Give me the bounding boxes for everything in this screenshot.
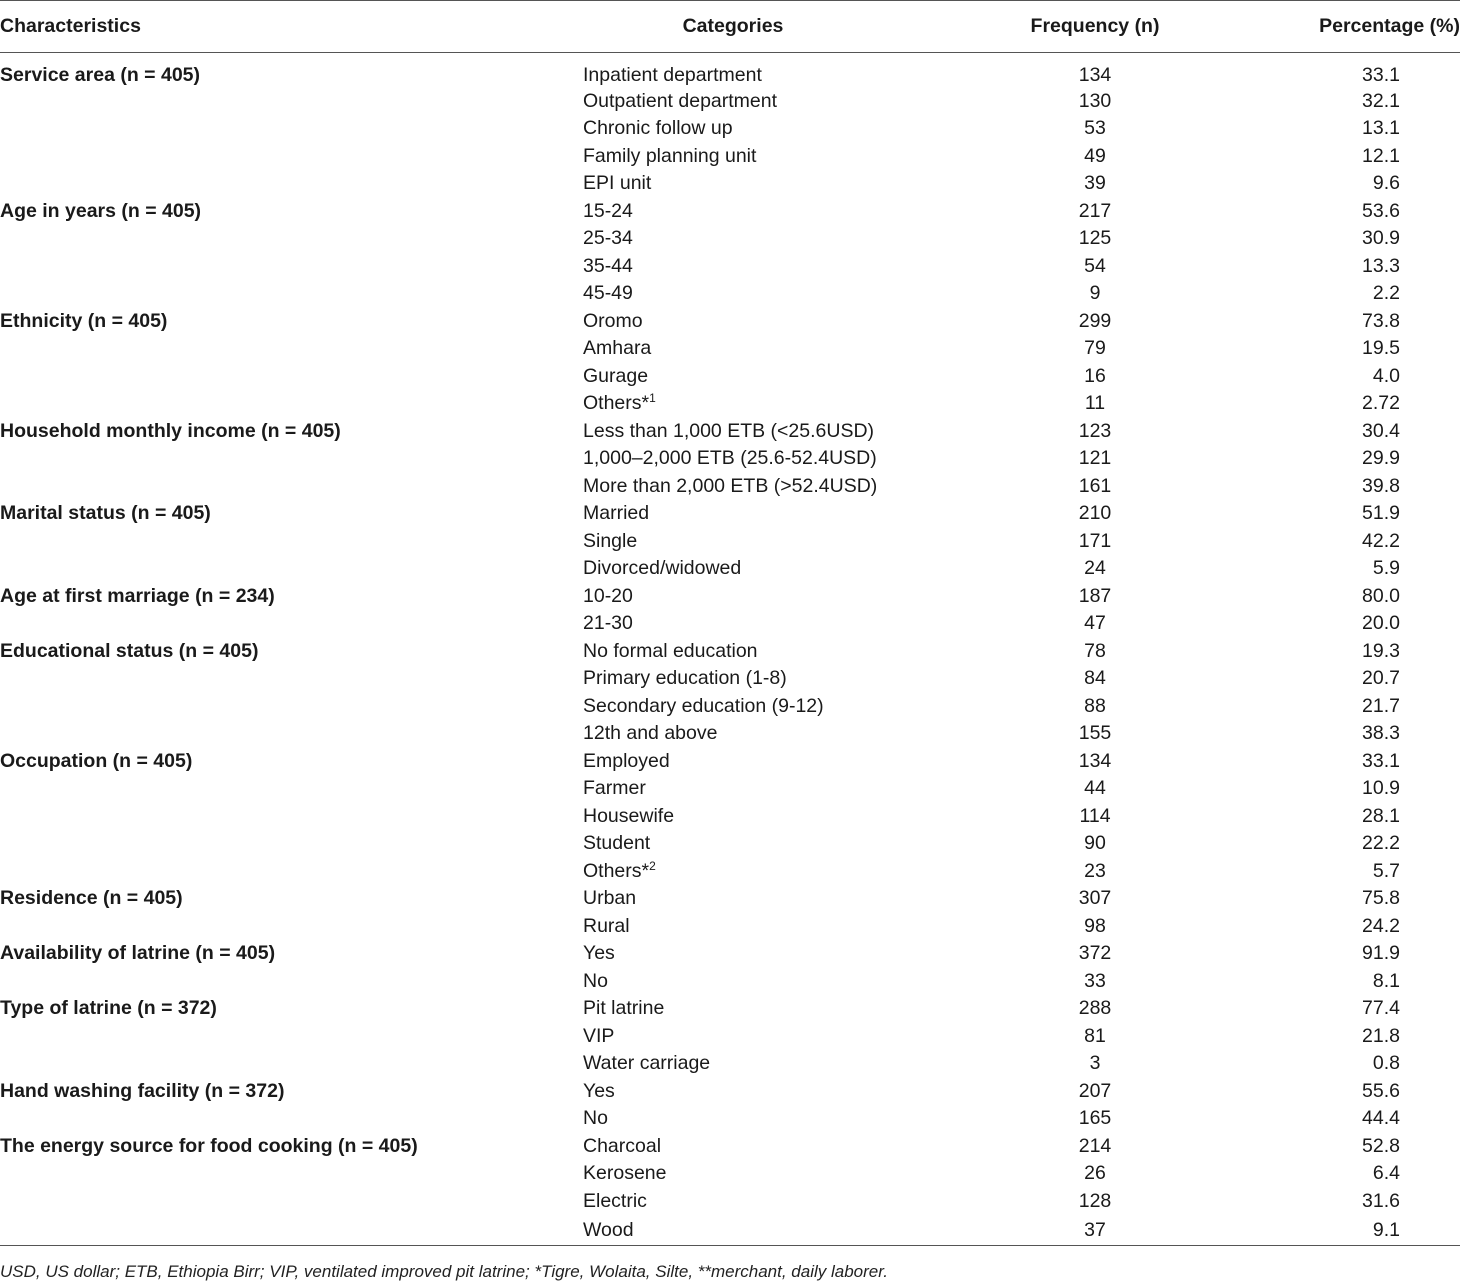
category-text: More than 2,000 ETB (>52.4USD) bbox=[583, 474, 878, 497]
table-row bbox=[0, 638, 1460, 666]
characteristic-label bbox=[0, 1023, 583, 1051]
category-text: Divorced/widowed bbox=[583, 557, 742, 580]
category-text: Inpatient department bbox=[583, 63, 762, 86]
category-text: 10-20 bbox=[583, 584, 633, 607]
frequency-cell: 217 bbox=[1078, 199, 1112, 222]
percentage-cell: 12.1 bbox=[1362, 144, 1400, 167]
percentage-cell: 51.9 bbox=[1362, 502, 1400, 525]
category-cell bbox=[583, 88, 883, 116]
table-row bbox=[0, 1023, 1460, 1051]
percentage-cell: 42.2 bbox=[1362, 529, 1400, 552]
frequency-cell: 121 bbox=[1078, 447, 1112, 470]
category-cell bbox=[583, 473, 883, 501]
frequency-cell: 155 bbox=[1078, 722, 1112, 745]
percentage-cell: 80.0 bbox=[1362, 584, 1400, 607]
table-row bbox=[0, 500, 1460, 528]
characteristic-label bbox=[0, 665, 583, 693]
category-cell bbox=[583, 775, 883, 803]
category-text: 35-44 bbox=[583, 254, 633, 277]
frequency-cell: 3 bbox=[1089, 1052, 1101, 1075]
characteristic-label: Service area (n = 405) bbox=[0, 63, 201, 86]
frequency-cell: 207 bbox=[1078, 1079, 1112, 1102]
table-row bbox=[0, 1105, 1460, 1133]
percentage-cell: 75.8 bbox=[1362, 887, 1400, 910]
percentage-cell: 24.2 bbox=[1362, 914, 1400, 937]
percentage-cell: 8.1 bbox=[1372, 969, 1400, 992]
percentage-cell: 73.8 bbox=[1362, 309, 1400, 332]
frequency-cell: 210 bbox=[1078, 502, 1112, 525]
frequency-cell: 288 bbox=[1078, 997, 1112, 1020]
characteristic-label bbox=[0, 143, 583, 171]
characteristic-label bbox=[0, 473, 583, 501]
category-cell bbox=[583, 995, 883, 1023]
percentage-cell: 10.9 bbox=[1362, 777, 1400, 800]
characteristic-label bbox=[0, 225, 583, 253]
percentage-cell: 21.8 bbox=[1362, 1024, 1400, 1047]
table-row bbox=[0, 995, 1460, 1023]
frequency-cell: 9 bbox=[1089, 282, 1101, 305]
table-row bbox=[0, 1188, 1460, 1216]
frequency-cell: 171 bbox=[1078, 529, 1112, 552]
characteristic-label bbox=[0, 555, 583, 583]
category-text: Yes bbox=[583, 1079, 615, 1102]
category-text: 1,000–2,000 ETB (25.6-52.4USD) bbox=[583, 447, 877, 470]
category-cell bbox=[583, 143, 883, 171]
characteristic-label bbox=[0, 88, 583, 116]
frequency-cell: 134 bbox=[1078, 63, 1112, 86]
table-row bbox=[0, 1133, 1460, 1161]
table-row bbox=[0, 1215, 1460, 1245]
frequency-cell: 23 bbox=[1084, 859, 1106, 882]
category-cell bbox=[583, 280, 883, 308]
frequency-cell: 165 bbox=[1078, 1107, 1112, 1130]
category-cell bbox=[583, 335, 883, 363]
table-row bbox=[0, 720, 1460, 748]
category-cell bbox=[583, 1023, 883, 1051]
percentage-cell: 38.3 bbox=[1362, 722, 1400, 745]
category-text: Rural bbox=[583, 914, 630, 937]
characteristic-label: Age at first marriage (n = 234) bbox=[0, 584, 275, 607]
table-header bbox=[0, 1, 1460, 53]
percentage-cell: 31.6 bbox=[1362, 1189, 1400, 1212]
category-text: Student bbox=[583, 832, 651, 855]
table-row bbox=[0, 610, 1460, 638]
percentage-cell: 53.6 bbox=[1362, 199, 1400, 222]
characteristic-label bbox=[0, 1105, 583, 1133]
percentage-cell: 44.4 bbox=[1362, 1107, 1400, 1130]
category-text: No bbox=[583, 1107, 608, 1130]
table-row bbox=[0, 88, 1460, 116]
characteristic-label bbox=[0, 445, 583, 473]
frequency-cell: 134 bbox=[1078, 749, 1112, 772]
table-row bbox=[0, 473, 1460, 501]
category-text: Married bbox=[583, 502, 650, 525]
category-cell bbox=[583, 885, 883, 913]
category-cell bbox=[583, 830, 883, 858]
category-cell bbox=[583, 638, 883, 666]
category-cell bbox=[583, 665, 883, 693]
frequency-cell: 81 bbox=[1084, 1024, 1106, 1047]
characteristic-label bbox=[0, 390, 583, 418]
frequency-cell: 49 bbox=[1084, 144, 1106, 167]
frequency-cell: 299 bbox=[1078, 309, 1112, 332]
category-cell bbox=[583, 198, 883, 226]
table-row bbox=[0, 555, 1460, 583]
footnote-marker: 1 bbox=[649, 391, 656, 406]
percentage-cell: 77.4 bbox=[1362, 997, 1400, 1020]
category-text: VIP bbox=[583, 1024, 615, 1047]
category-cell bbox=[583, 583, 883, 611]
category-cell bbox=[583, 1050, 883, 1078]
table-row bbox=[0, 115, 1460, 143]
category-text: No formal education bbox=[583, 639, 758, 662]
table-row bbox=[0, 170, 1460, 198]
header-categories: Categories bbox=[682, 15, 784, 37]
characteristic-label bbox=[0, 1188, 583, 1216]
characteristic-label bbox=[0, 830, 583, 858]
frequency-cell: 214 bbox=[1078, 1134, 1112, 1157]
frequency-cell: 37 bbox=[1084, 1218, 1106, 1241]
category-cell bbox=[583, 363, 883, 391]
frequency-cell: 372 bbox=[1078, 942, 1112, 965]
category-text: Gurage bbox=[583, 364, 649, 387]
percentage-cell: 20.0 bbox=[1362, 612, 1400, 635]
header-row bbox=[0, 1, 1460, 53]
category-text: Others* bbox=[583, 392, 650, 415]
percentage-cell: 21.7 bbox=[1362, 694, 1400, 717]
category-cell bbox=[583, 748, 883, 776]
frequency-cell: 47 bbox=[1084, 612, 1106, 635]
table-row bbox=[0, 693, 1460, 721]
category-text: Outpatient department bbox=[583, 89, 778, 112]
category-text: 45-49 bbox=[583, 282, 633, 305]
percentage-cell: 2.2 bbox=[1372, 282, 1400, 305]
characteristic-label bbox=[0, 720, 583, 748]
percentage-cell: 32.1 bbox=[1362, 89, 1400, 112]
table-row bbox=[0, 280, 1460, 308]
table-row bbox=[0, 665, 1460, 693]
characteristic-label bbox=[0, 115, 583, 143]
table-footnote: USD, US dollar; ETB, Ethiopia Birr; VIP, ventilated improved pit latrine; *Tigre, Wolaita, Silte, **merchant, daily laborer. bbox=[0, 1262, 889, 1281]
table-row bbox=[0, 363, 1460, 391]
frequency-cell: 187 bbox=[1078, 584, 1112, 607]
characteristic-label bbox=[0, 775, 583, 803]
table-row bbox=[0, 528, 1460, 556]
category-cell bbox=[583, 500, 883, 528]
percentage-cell: 2.72 bbox=[1362, 392, 1400, 415]
category-cell bbox=[583, 913, 883, 941]
characteristic-label bbox=[0, 363, 583, 391]
table-row bbox=[0, 335, 1460, 363]
table-row bbox=[0, 913, 1460, 941]
frequency-cell: 130 bbox=[1078, 89, 1112, 112]
category-cell bbox=[583, 253, 883, 281]
category-text: Urban bbox=[583, 887, 637, 910]
characteristic-label bbox=[0, 968, 583, 996]
header-frequency: Frequency (n) bbox=[1030, 15, 1160, 37]
characteristic-label: Marital status (n = 405) bbox=[0, 502, 211, 525]
characteristic-label bbox=[0, 1050, 583, 1078]
percentage-cell: 39.8 bbox=[1362, 474, 1400, 497]
frequency-cell: 84 bbox=[1084, 667, 1106, 690]
table-row bbox=[0, 583, 1460, 611]
characteristic-label bbox=[0, 1160, 583, 1188]
frequency-cell: 54 bbox=[1084, 254, 1106, 277]
category-text: Kerosene bbox=[583, 1162, 667, 1185]
percentage-cell: 4.0 bbox=[1372, 364, 1400, 387]
category-text: Farmer bbox=[583, 777, 646, 800]
percentage-cell: 0.8 bbox=[1372, 1052, 1400, 1075]
table-row bbox=[0, 1050, 1460, 1078]
table-row bbox=[0, 308, 1460, 336]
category-text: EPI unit bbox=[583, 172, 652, 195]
frequency-cell: 11 bbox=[1084, 392, 1106, 415]
table-row bbox=[0, 803, 1460, 831]
frequency-cell: 114 bbox=[1079, 804, 1111, 827]
category-text: 21-30 bbox=[583, 612, 633, 635]
table-row bbox=[0, 968, 1460, 996]
table-row bbox=[0, 830, 1460, 858]
frequency-cell: 98 bbox=[1084, 914, 1106, 937]
table-row bbox=[0, 858, 1460, 886]
percentage-cell: 52.8 bbox=[1362, 1134, 1400, 1157]
table-row bbox=[0, 775, 1460, 803]
table-row bbox=[0, 748, 1460, 776]
category-text: Wood bbox=[583, 1218, 634, 1241]
percentage-cell: 91.9 bbox=[1362, 942, 1400, 965]
category-text: Others* bbox=[583, 859, 650, 882]
characteristic-label bbox=[0, 170, 583, 198]
characteristic-label bbox=[0, 693, 583, 721]
category-cell bbox=[583, 1133, 883, 1161]
percentage-cell: 13.1 bbox=[1362, 117, 1400, 140]
category-text: Employed bbox=[583, 749, 670, 772]
frequency-cell: 90 bbox=[1084, 832, 1106, 855]
characteristic-label bbox=[0, 858, 583, 886]
table-row bbox=[0, 1078, 1460, 1106]
characteristic-label bbox=[0, 280, 583, 308]
percentage-cell: 5.9 bbox=[1372, 557, 1400, 580]
frequency-cell: 53 bbox=[1084, 117, 1106, 140]
table-row bbox=[0, 1160, 1460, 1188]
category-cell bbox=[583, 1215, 883, 1245]
table-row bbox=[0, 143, 1460, 171]
header-characteristics: Characteristics bbox=[0, 15, 141, 37]
category-cell bbox=[583, 555, 883, 583]
percentage-cell: 6.4 bbox=[1372, 1162, 1400, 1185]
characteristic-label bbox=[0, 1215, 583, 1245]
characteristic-label: Occupation (n = 405) bbox=[0, 749, 193, 772]
category-cell bbox=[583, 720, 883, 748]
category-cell bbox=[583, 418, 883, 446]
characteristic-label bbox=[0, 253, 583, 281]
characteristic-label: Household monthly income (n = 405) bbox=[0, 419, 341, 442]
category-text: No bbox=[583, 969, 608, 992]
characteristic-label: Availability of latrine (n = 405) bbox=[0, 942, 276, 965]
percentage-cell: 29.9 bbox=[1362, 447, 1400, 470]
category-text: Yes bbox=[583, 942, 615, 965]
category-text: Pit latrine bbox=[583, 997, 665, 1020]
characteristic-label bbox=[0, 528, 583, 556]
frequency-cell: 307 bbox=[1078, 887, 1112, 910]
characteristic-label: Type of latrine (n = 372) bbox=[0, 997, 217, 1020]
category-text: Family planning unit bbox=[583, 144, 757, 167]
category-text: 15-24 bbox=[583, 199, 633, 222]
category-text: Housewife bbox=[583, 804, 675, 827]
category-cell bbox=[583, 1160, 883, 1188]
category-text: Oromo bbox=[583, 309, 643, 332]
header-percentage: Percentage (%) bbox=[1319, 15, 1460, 37]
table-row bbox=[0, 225, 1460, 253]
frequency-cell: 33 bbox=[1084, 969, 1106, 992]
category-text: 12th and above bbox=[583, 722, 718, 745]
percentage-cell: 19.3 bbox=[1362, 639, 1400, 662]
category-text: Less than 1,000 ETB (<25.6USD) bbox=[583, 419, 875, 442]
table-row bbox=[0, 940, 1460, 968]
category-cell bbox=[583, 968, 883, 996]
category-cell bbox=[583, 693, 883, 721]
category-cell bbox=[583, 803, 883, 831]
frequency-cell: 44 bbox=[1084, 777, 1106, 800]
category-cell bbox=[583, 858, 883, 886]
percentage-cell: 55.6 bbox=[1362, 1079, 1400, 1102]
table-row bbox=[0, 390, 1460, 418]
characteristic-label: Residence (n = 405) bbox=[0, 887, 183, 910]
category-cell bbox=[583, 1105, 883, 1133]
percentage-cell: 5.7 bbox=[1372, 859, 1400, 882]
percentage-cell: 30.9 bbox=[1362, 227, 1400, 250]
characteristic-label: Hand washing facility (n = 372) bbox=[0, 1079, 285, 1102]
characteristic-label bbox=[0, 803, 583, 831]
frequency-cell: 26 bbox=[1084, 1162, 1106, 1185]
category-text: Charcoal bbox=[583, 1134, 662, 1157]
characteristic-label: The energy source for food cooking (n = 405) bbox=[0, 1134, 418, 1157]
frequency-cell: 125 bbox=[1078, 227, 1112, 250]
percentage-cell: 33.1 bbox=[1362, 749, 1400, 772]
category-text: Single bbox=[583, 529, 638, 552]
category-cell bbox=[583, 445, 883, 473]
category-text: 25-34 bbox=[583, 227, 633, 250]
characteristic-label bbox=[0, 913, 583, 941]
percentage-cell: 9.1 bbox=[1372, 1218, 1400, 1241]
percentage-cell: 13.3 bbox=[1362, 254, 1400, 277]
table-body bbox=[0, 53, 1460, 1246]
percentage-cell: 20.7 bbox=[1362, 667, 1400, 690]
bottom-rule bbox=[0, 1245, 1460, 1246]
table-row bbox=[0, 198, 1460, 226]
category-cell bbox=[583, 1078, 883, 1106]
table-row bbox=[0, 445, 1460, 473]
table-row bbox=[0, 885, 1460, 913]
category-cell bbox=[583, 115, 883, 143]
category-cell bbox=[583, 610, 883, 638]
characteristic-label: Ethnicity (n = 405) bbox=[0, 309, 168, 332]
category-cell bbox=[583, 53, 883, 88]
category-cell bbox=[583, 390, 883, 418]
category-cell bbox=[583, 528, 883, 556]
frequency-cell: 88 bbox=[1084, 694, 1106, 717]
frequency-cell: 16 bbox=[1084, 364, 1106, 387]
footnote-marker: 2 bbox=[649, 858, 656, 873]
frequency-cell: 78 bbox=[1084, 639, 1106, 662]
category-cell bbox=[583, 940, 883, 968]
category-text: Electric bbox=[583, 1189, 647, 1212]
table-row bbox=[0, 253, 1460, 281]
frequency-cell: 79 bbox=[1084, 337, 1106, 360]
percentage-cell: 9.6 bbox=[1372, 172, 1400, 195]
percentage-cell: 22.2 bbox=[1362, 832, 1400, 855]
characteristic-label bbox=[0, 335, 583, 363]
characteristic-label: Educational status (n = 405) bbox=[0, 639, 259, 662]
percentage-cell: 30.4 bbox=[1362, 419, 1400, 442]
category-cell bbox=[583, 1188, 883, 1216]
category-cell bbox=[583, 170, 883, 198]
category-text: Primary education (1-8) bbox=[583, 667, 787, 690]
table-row bbox=[0, 53, 1460, 88]
frequency-cell: 123 bbox=[1078, 419, 1112, 442]
category-text: Chronic follow up bbox=[583, 117, 733, 140]
frequency-cell: 24 bbox=[1084, 557, 1106, 580]
frequency-cell: 39 bbox=[1084, 172, 1106, 195]
characteristic-label bbox=[0, 610, 583, 638]
table-row bbox=[0, 418, 1460, 446]
category-text: Amhara bbox=[583, 337, 652, 360]
category-cell bbox=[583, 308, 883, 336]
category-cell bbox=[583, 225, 883, 253]
frequency-cell: 128 bbox=[1078, 1189, 1112, 1212]
percentage-cell: 28.1 bbox=[1362, 804, 1400, 827]
percentage-cell: 19.5 bbox=[1362, 337, 1400, 360]
frequency-cell: 161 bbox=[1078, 474, 1112, 497]
characteristic-label: Age in years (n = 405) bbox=[0, 199, 202, 222]
category-text: Water carriage bbox=[583, 1052, 711, 1075]
category-text: Secondary education (9-12) bbox=[583, 694, 824, 717]
percentage-cell: 33.1 bbox=[1362, 63, 1400, 86]
